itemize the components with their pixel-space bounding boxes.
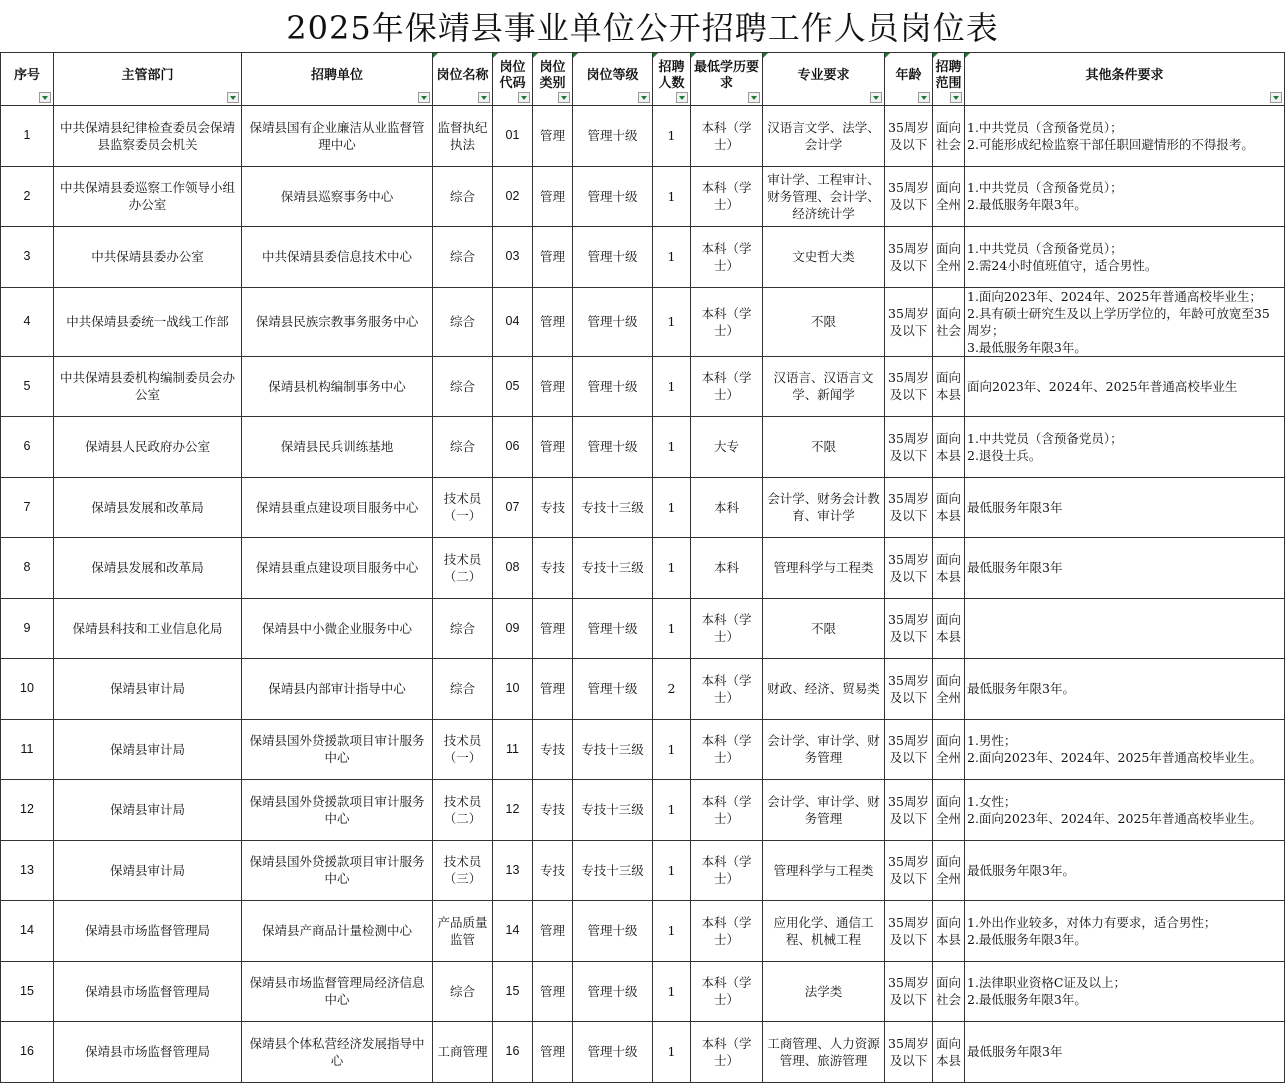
cell-num[interactable]: 1: [653, 961, 691, 1022]
table-row: [1, 780, 1285, 841]
cell-dept[interactable]: 中共保靖县委统一战线工作部: [54, 287, 242, 356]
cell-code[interactable]: 04: [493, 287, 533, 356]
cell-edu[interactable]: 本科（学士）: [691, 166, 763, 227]
cell-post[interactable]: 综合: [433, 356, 493, 417]
cell-level[interactable]: 管理十级: [573, 356, 653, 417]
cell-other[interactable]: 1.外出作业较多，对体力有要求，适合男性； 2.最低服务年限3年。: [965, 901, 1285, 962]
page-title: 2025年保靖县事业单位公开招聘工作人员岗位表: [0, 0, 1285, 53]
table-row: [1, 227, 1285, 288]
cell-other[interactable]: 1.中共党员（含预备党员）； 2.退役士兵。: [965, 417, 1285, 478]
cell-unit[interactable]: 保靖县机构编制事务中心: [242, 356, 433, 417]
cell-major[interactable]: 汉语言文学、法学、会计学: [763, 106, 885, 167]
cell-dept[interactable]: 中共保靖县纪律检查委员会保靖县监察委员会机关: [54, 106, 242, 167]
cell-post[interactable]: 技术员（三）: [433, 840, 493, 901]
cell-other[interactable]: 1.男性； 2.面向2023年、2024年、2025年普通高校毕业生。: [965, 719, 1285, 780]
column-header-age: [885, 53, 933, 106]
table-row: [1, 901, 1285, 962]
cell-post[interactable]: 综合: [433, 417, 493, 478]
cell-dept[interactable]: 保靖县发展和改革局: [54, 477, 242, 538]
cell-type[interactable]: 管理: [533, 106, 573, 167]
cell-num[interactable]: 1: [653, 840, 691, 901]
cell-num[interactable]: 1: [653, 598, 691, 659]
cell-major[interactable]: 管理科学与工程类: [763, 840, 885, 901]
column-header-label: 其他条件要求: [1085, 68, 1164, 83]
cell-seq[interactable]: 3: [1, 227, 54, 288]
table-row: [1, 1022, 1285, 1083]
cell-major[interactable]: 汉语言、汉语言文学、新闻学: [763, 356, 885, 417]
cell-scope[interactable]: 面向全州: [933, 840, 965, 901]
cell-edu[interactable]: 本科（学士）: [691, 287, 763, 356]
cell-edu[interactable]: 本科（学士）: [691, 106, 763, 167]
cell-scope[interactable]: 面向全州: [933, 659, 965, 720]
cell-type[interactable]: 专技: [533, 538, 573, 599]
cell-dept[interactable]: 保靖县人民政府办公室: [54, 417, 242, 478]
cell-level[interactable]: 专技十三级: [573, 780, 653, 841]
cell-age[interactable]: 35周岁及以下: [885, 780, 933, 841]
cell-other[interactable]: 1.中共党员（含预备党员）； 2.需24小时值班值守，适合男性。: [965, 227, 1285, 288]
cell-age[interactable]: 35周岁及以下: [885, 287, 933, 356]
column-header-label: 序号: [13, 68, 40, 83]
cell-edu[interactable]: 本科（学士）: [691, 598, 763, 659]
cell-level[interactable]: 专技十三级: [573, 477, 653, 538]
cell-code[interactable]: 05: [493, 356, 533, 417]
cell-major[interactable]: 会计学、审计学、财务管理: [763, 719, 885, 780]
cell-major[interactable]: 财政、经济、贸易类: [763, 659, 885, 720]
cell-unit[interactable]: 保靖县巡察事务中心: [242, 166, 433, 227]
cell-post[interactable]: 综合: [433, 166, 493, 227]
table-row: [1, 417, 1285, 478]
cell-age[interactable]: 35周岁及以下: [885, 901, 933, 962]
cell-scope[interactable]: 面向社会: [933, 106, 965, 167]
cell-type[interactable]: 管理: [533, 659, 573, 720]
filter-dropdown-icon[interactable]: [478, 92, 490, 103]
cell-type[interactable]: 管理: [533, 961, 573, 1022]
column-header-label: 岗位名称: [436, 68, 489, 83]
cell-post[interactable]: 综合: [433, 598, 493, 659]
cell-post[interactable]: 技术员（一）: [433, 719, 493, 780]
cell-other[interactable]: 最低服务年限3年: [965, 538, 1285, 599]
cell-dept[interactable]: 保靖县审计局: [54, 780, 242, 841]
cell-other[interactable]: 最低服务年限3年。: [965, 840, 1285, 901]
cell-edu[interactable]: 本科（学士）: [691, 659, 763, 720]
filter-dropdown-icon[interactable]: [518, 92, 530, 103]
cell-type[interactable]: 管理: [533, 901, 573, 962]
cell-major[interactable]: 会计学、审计学、财务管理: [763, 780, 885, 841]
cell-scope[interactable]: 面向本县: [933, 1022, 965, 1083]
cell-post[interactable]: 工商管理: [433, 1022, 493, 1083]
cell-indicator-icon: [933, 53, 938, 58]
cell-edu[interactable]: 本科（学士）: [691, 901, 763, 962]
cell-dept[interactable]: 中共保靖县委办公室: [54, 227, 242, 288]
cell-other[interactable]: [965, 598, 1285, 659]
cell-other[interactable]: 最低服务年限3年: [965, 477, 1285, 538]
cell-post[interactable]: 综合: [433, 961, 493, 1022]
table-row: [1, 840, 1285, 901]
cell-scope[interactable]: 面向本县: [933, 477, 965, 538]
cell-unit[interactable]: 保靖县内部审计指导中心: [242, 659, 433, 720]
column-header-unit: [242, 53, 433, 106]
cell-num[interactable]: 1: [653, 356, 691, 417]
cell-seq[interactable]: 9: [1, 598, 54, 659]
cell-edu[interactable]: 本科（学士）: [691, 780, 763, 841]
cell-post[interactable]: 技术员（一）: [433, 477, 493, 538]
cell-num[interactable]: 1: [653, 538, 691, 599]
table-row: [1, 287, 1285, 356]
cell-code[interactable]: 09: [493, 598, 533, 659]
cell-unit[interactable]: 保靖县国外贷援款项目审计服务中心: [242, 719, 433, 780]
table-row: [1, 106, 1285, 167]
column-header-label: 招聘人数: [658, 60, 685, 91]
cell-scope[interactable]: 面向全州: [933, 719, 965, 780]
cell-seq[interactable]: 1: [1, 106, 54, 167]
table-row: [1, 477, 1285, 538]
cell-edu[interactable]: 本科（学士）: [691, 840, 763, 901]
table-body: [1, 106, 1285, 1083]
cell-indicator-icon: [653, 53, 658, 58]
cell-major[interactable]: 文史哲大类: [763, 227, 885, 288]
table-row: [1, 659, 1285, 720]
cell-code[interactable]: 15: [493, 961, 533, 1022]
cell-major[interactable]: 审计学、工程审计、财务管理、会计学、经济统计学: [763, 166, 885, 227]
cell-indicator-icon: [573, 53, 578, 58]
cell-code[interactable]: 10: [493, 659, 533, 720]
filter-dropdown-icon[interactable]: [638, 92, 650, 103]
cell-type[interactable]: 管理: [533, 356, 573, 417]
table-row: [1, 538, 1285, 599]
cell-post[interactable]: 技术员（二）: [433, 538, 493, 599]
cell-level[interactable]: 管理十级: [573, 166, 653, 227]
cell-seq[interactable]: 8: [1, 538, 54, 599]
filter-dropdown-icon[interactable]: [870, 92, 882, 103]
cell-age[interactable]: 35周岁及以下: [885, 227, 933, 288]
column-header-label: 最低学历要求: [693, 60, 759, 91]
cell-unit[interactable]: 保靖县市场监督管理局经济信息中心: [242, 961, 433, 1022]
cell-major[interactable]: 不限: [763, 287, 885, 356]
column-header-label: 年龄: [895, 68, 922, 83]
cell-code[interactable]: 07: [493, 477, 533, 538]
cell-type[interactable]: 专技: [533, 840, 573, 901]
cell-indicator-icon: [533, 53, 538, 58]
cell-indicator-icon: [493, 53, 498, 58]
cell-dept[interactable]: 中共保靖县委巡察工作领导小组办公室: [54, 166, 242, 227]
cell-code[interactable]: 11: [493, 719, 533, 780]
table-row: [1, 719, 1285, 780]
cell-level[interactable]: 管理十级: [573, 598, 653, 659]
cell-dept[interactable]: 保靖县市场监督管理局: [54, 1022, 242, 1083]
cell-seq[interactable]: 12: [1, 780, 54, 841]
cell-major[interactable]: 工商管理、人力资源管理、旅游管理: [763, 1022, 885, 1083]
cell-age[interactable]: 35周岁及以下: [885, 538, 933, 599]
cell-edu[interactable]: 本科（学士）: [691, 1022, 763, 1083]
cell-type[interactable]: 管理: [533, 166, 573, 227]
cell-level[interactable]: 管理十级: [573, 901, 653, 962]
cell-scope[interactable]: 面向全州: [933, 166, 965, 227]
cell-scope[interactable]: 面向本县: [933, 598, 965, 659]
cell-seq[interactable]: 5: [1, 356, 54, 417]
cell-major[interactable]: 不限: [763, 417, 885, 478]
filter-dropdown-icon[interactable]: [227, 92, 239, 103]
cell-level[interactable]: 管理十级: [573, 227, 653, 288]
cell-num[interactable]: 1: [653, 477, 691, 538]
cell-age[interactable]: 35周岁及以下: [885, 477, 933, 538]
cell-level[interactable]: 管理十级: [573, 417, 653, 478]
cell-num[interactable]: 1: [653, 287, 691, 356]
column-header-label: 岗位等级: [586, 68, 639, 83]
column-header-label: 主管部门: [121, 68, 174, 83]
cell-post[interactable]: 综合: [433, 287, 493, 356]
cell-indicator-icon: [965, 53, 970, 58]
cell-seq[interactable]: 11: [1, 719, 54, 780]
column-header-level: [573, 53, 653, 106]
cell-post[interactable]: 综合: [433, 659, 493, 720]
cell-indicator-icon: [763, 53, 768, 58]
cell-level[interactable]: 管理十级: [573, 659, 653, 720]
filter-dropdown-icon[interactable]: [558, 92, 570, 103]
cell-major[interactable]: 法学类: [763, 961, 885, 1022]
cell-code[interactable]: 13: [493, 840, 533, 901]
cell-major[interactable]: 会计学、财务会计教育、审计学: [763, 477, 885, 538]
cell-major[interactable]: 不限: [763, 598, 885, 659]
cell-num[interactable]: 1: [653, 227, 691, 288]
cell-dept[interactable]: 保靖县审计局: [54, 659, 242, 720]
cell-seq[interactable]: 16: [1, 1022, 54, 1083]
cell-scope[interactable]: 面向全州: [933, 227, 965, 288]
cell-type[interactable]: 管理: [533, 598, 573, 659]
cell-other[interactable]: 1.中共党员（含预备党员）； 2.可能形成纪检监察干部任职回避情形的不得报考。: [965, 106, 1285, 167]
cell-post[interactable]: 监督执纪执法: [433, 106, 493, 167]
column-header-num: [653, 53, 691, 106]
cell-scope[interactable]: 面向本县: [933, 901, 965, 962]
cell-dept[interactable]: 保靖县市场监督管理局: [54, 901, 242, 962]
cell-scope[interactable]: 面向社会: [933, 287, 965, 356]
cell-code[interactable]: 12: [493, 780, 533, 841]
cell-age[interactable]: 35周岁及以下: [885, 719, 933, 780]
table-row: [1, 356, 1285, 417]
cell-scope[interactable]: 面向本县: [933, 417, 965, 478]
cell-seq[interactable]: 15: [1, 961, 54, 1022]
cell-code[interactable]: 01: [493, 106, 533, 167]
cell-seq[interactable]: 2: [1, 166, 54, 227]
cell-type[interactable]: 管理: [533, 1022, 573, 1083]
cell-indicator-icon: [691, 53, 696, 58]
cell-type[interactable]: 专技: [533, 780, 573, 841]
cell-indicator-icon: [433, 53, 438, 58]
cell-unit[interactable]: 保靖县民族宗教事务服务中心: [242, 287, 433, 356]
filter-dropdown-icon[interactable]: [748, 92, 760, 103]
cell-type[interactable]: 管理: [533, 287, 573, 356]
cell-code[interactable]: 14: [493, 901, 533, 962]
filter-dropdown-icon[interactable]: [1270, 92, 1282, 103]
cell-seq[interactable]: 14: [1, 901, 54, 962]
cell-unit[interactable]: 保靖县重点建设项目服务中心: [242, 538, 433, 599]
cell-age[interactable]: 35周岁及以下: [885, 659, 933, 720]
column-header-label: 招聘范围: [935, 60, 962, 91]
cell-unit[interactable]: 保靖县重点建设项目服务中心: [242, 477, 433, 538]
cell-type[interactable]: 管理: [533, 417, 573, 478]
column-header-label: 岗位类别: [539, 60, 566, 91]
cell-other[interactable]: 1.面向2023年、2024年、2025年普通高校毕业生； 2.具有硕士研究生及以上学历学位的，年龄可放宽至35周岁； 3.最低服务年限3年。: [965, 287, 1285, 356]
column-header-edu: [691, 53, 763, 106]
cell-num[interactable]: 1: [653, 719, 691, 780]
cell-num[interactable]: 1: [653, 780, 691, 841]
column-header-other: [965, 53, 1285, 106]
table-row: [1, 598, 1285, 659]
filter-dropdown-icon[interactable]: [918, 92, 930, 103]
cell-level[interactable]: 管理十级: [573, 106, 653, 167]
cell-level[interactable]: 管理十级: [573, 961, 653, 1022]
cell-other[interactable]: 1.法律职业资格C证及以上； 2.最低服务年限3年。: [965, 961, 1285, 1022]
cell-age[interactable]: 35周岁及以下: [885, 1022, 933, 1083]
cell-other[interactable]: 最低服务年限3年。: [965, 659, 1285, 720]
job-table: [0, 52, 1285, 1083]
cell-dept[interactable]: 保靖县科技和工业信息化局: [54, 598, 242, 659]
column-header-type: [533, 53, 573, 106]
cell-level[interactable]: 管理十级: [573, 287, 653, 356]
cell-unit[interactable]: 保靖县民兵训练基地: [242, 417, 433, 478]
column-header-dept: [54, 53, 242, 106]
cell-scope[interactable]: 面向本县: [933, 356, 965, 417]
cell-dept[interactable]: 保靖县审计局: [54, 719, 242, 780]
cell-edu[interactable]: 本科（学士）: [691, 961, 763, 1022]
cell-post[interactable]: 产品质量监管: [433, 901, 493, 962]
cell-dept[interactable]: 保靖县审计局: [54, 840, 242, 901]
cell-num[interactable]: 1: [653, 166, 691, 227]
column-header-label: 招聘单位: [310, 68, 363, 83]
cell-edu[interactable]: 本科: [691, 477, 763, 538]
cell-indicator-icon: [885, 53, 890, 58]
cell-type[interactable]: 专技: [533, 719, 573, 780]
cell-seq[interactable]: 13: [1, 840, 54, 901]
cell-code[interactable]: 16: [493, 1022, 533, 1083]
cell-other[interactable]: 1.中共党员（含预备党员）； 2.最低服务年限3年。: [965, 166, 1285, 227]
cell-unit[interactable]: 保靖县国有企业廉洁从业监督管理中心: [242, 106, 433, 167]
cell-level[interactable]: 管理十级: [573, 1022, 653, 1083]
cell-seq[interactable]: 7: [1, 477, 54, 538]
cell-num[interactable]: 1: [653, 1022, 691, 1083]
header-row: [1, 53, 1285, 106]
column-header-label: 专业要求: [797, 68, 850, 83]
filter-dropdown-icon[interactable]: [676, 92, 688, 103]
cell-code[interactable]: 08: [493, 538, 533, 599]
cell-seq[interactable]: 4: [1, 287, 54, 356]
cell-age[interactable]: 35周岁及以下: [885, 106, 933, 167]
cell-code[interactable]: 03: [493, 227, 533, 288]
cell-major[interactable]: 管理科学与工程类: [763, 538, 885, 599]
cell-level[interactable]: 专技十三级: [573, 538, 653, 599]
cell-num[interactable]: 1: [653, 106, 691, 167]
cell-edu[interactable]: 本科: [691, 538, 763, 599]
cell-edu[interactable]: 本科（学士）: [691, 356, 763, 417]
cell-age[interactable]: 35周岁及以下: [885, 840, 933, 901]
cell-num[interactable]: 1: [653, 901, 691, 962]
cell-major[interactable]: 应用化学、通信工程、机械工程: [763, 901, 885, 962]
cell-age[interactable]: 35周岁及以下: [885, 961, 933, 1022]
column-header-post: [433, 53, 493, 106]
cell-unit[interactable]: 中共保靖县委信息技术中心: [242, 227, 433, 288]
cell-seq[interactable]: 10: [1, 659, 54, 720]
cell-dept[interactable]: 保靖县发展和改革局: [54, 538, 242, 599]
table-row: [1, 961, 1285, 1022]
cell-post[interactable]: 综合: [433, 227, 493, 288]
cell-code[interactable]: 06: [493, 417, 533, 478]
column-header-code: [493, 53, 533, 106]
cell-scope[interactable]: 面向全州: [933, 780, 965, 841]
cell-other[interactable]: 1.女性； 2.面向2023年、2024年、2025年普通高校毕业生。: [965, 780, 1285, 841]
cell-edu[interactable]: 本科（学士）: [691, 719, 763, 780]
column-header-seq: [1, 53, 54, 106]
cell-dept[interactable]: 中共保靖县委机构编制委员会办公室: [54, 356, 242, 417]
cell-unit[interactable]: 保靖县产商品计量检测中心: [242, 901, 433, 962]
cell-edu[interactable]: 大专: [691, 417, 763, 478]
table-row: [1, 166, 1285, 227]
cell-num[interactable]: 1: [653, 417, 691, 478]
cell-age[interactable]: 35周岁及以下: [885, 356, 933, 417]
cell-type[interactable]: 专技: [533, 477, 573, 538]
cell-unit[interactable]: 保靖县国外贷援款项目审计服务中心: [242, 780, 433, 841]
cell-type[interactable]: 管理: [533, 227, 573, 288]
cell-age[interactable]: 35周岁及以下: [885, 166, 933, 227]
filter-dropdown-icon[interactable]: [418, 92, 430, 103]
cell-post[interactable]: 技术员（二）: [433, 780, 493, 841]
filter-dropdown-icon[interactable]: [950, 92, 962, 103]
cell-unit[interactable]: 保靖县中小微企业服务中心: [242, 598, 433, 659]
cell-num[interactable]: 2: [653, 659, 691, 720]
cell-scope[interactable]: 面向本县: [933, 538, 965, 599]
cell-age[interactable]: 35周岁及以下: [885, 417, 933, 478]
cell-age[interactable]: 35周岁及以下: [885, 598, 933, 659]
column-header-major: [763, 53, 885, 106]
cell-other[interactable]: 面向2023年、2024年、2025年普通高校毕业生: [965, 356, 1285, 417]
filter-dropdown-icon[interactable]: [39, 92, 51, 103]
cell-level[interactable]: 专技十三级: [573, 719, 653, 780]
column-header-label: 岗位代码: [499, 60, 526, 91]
cell-unit[interactable]: 保靖县个体私营经济发展指导中心: [242, 1022, 433, 1083]
cell-level[interactable]: 专技十三级: [573, 840, 653, 901]
cell-scope[interactable]: 面向社会: [933, 961, 965, 1022]
cell-unit[interactable]: 保靖县国外贷援款项目审计服务中心: [242, 840, 433, 901]
column-header-scope: [933, 53, 965, 106]
cell-dept[interactable]: 保靖县市场监督管理局: [54, 961, 242, 1022]
cell-other[interactable]: 最低服务年限3年: [965, 1022, 1285, 1083]
cell-code[interactable]: 02: [493, 166, 533, 227]
cell-edu[interactable]: 本科（学士）: [691, 227, 763, 288]
cell-seq[interactable]: 6: [1, 417, 54, 478]
